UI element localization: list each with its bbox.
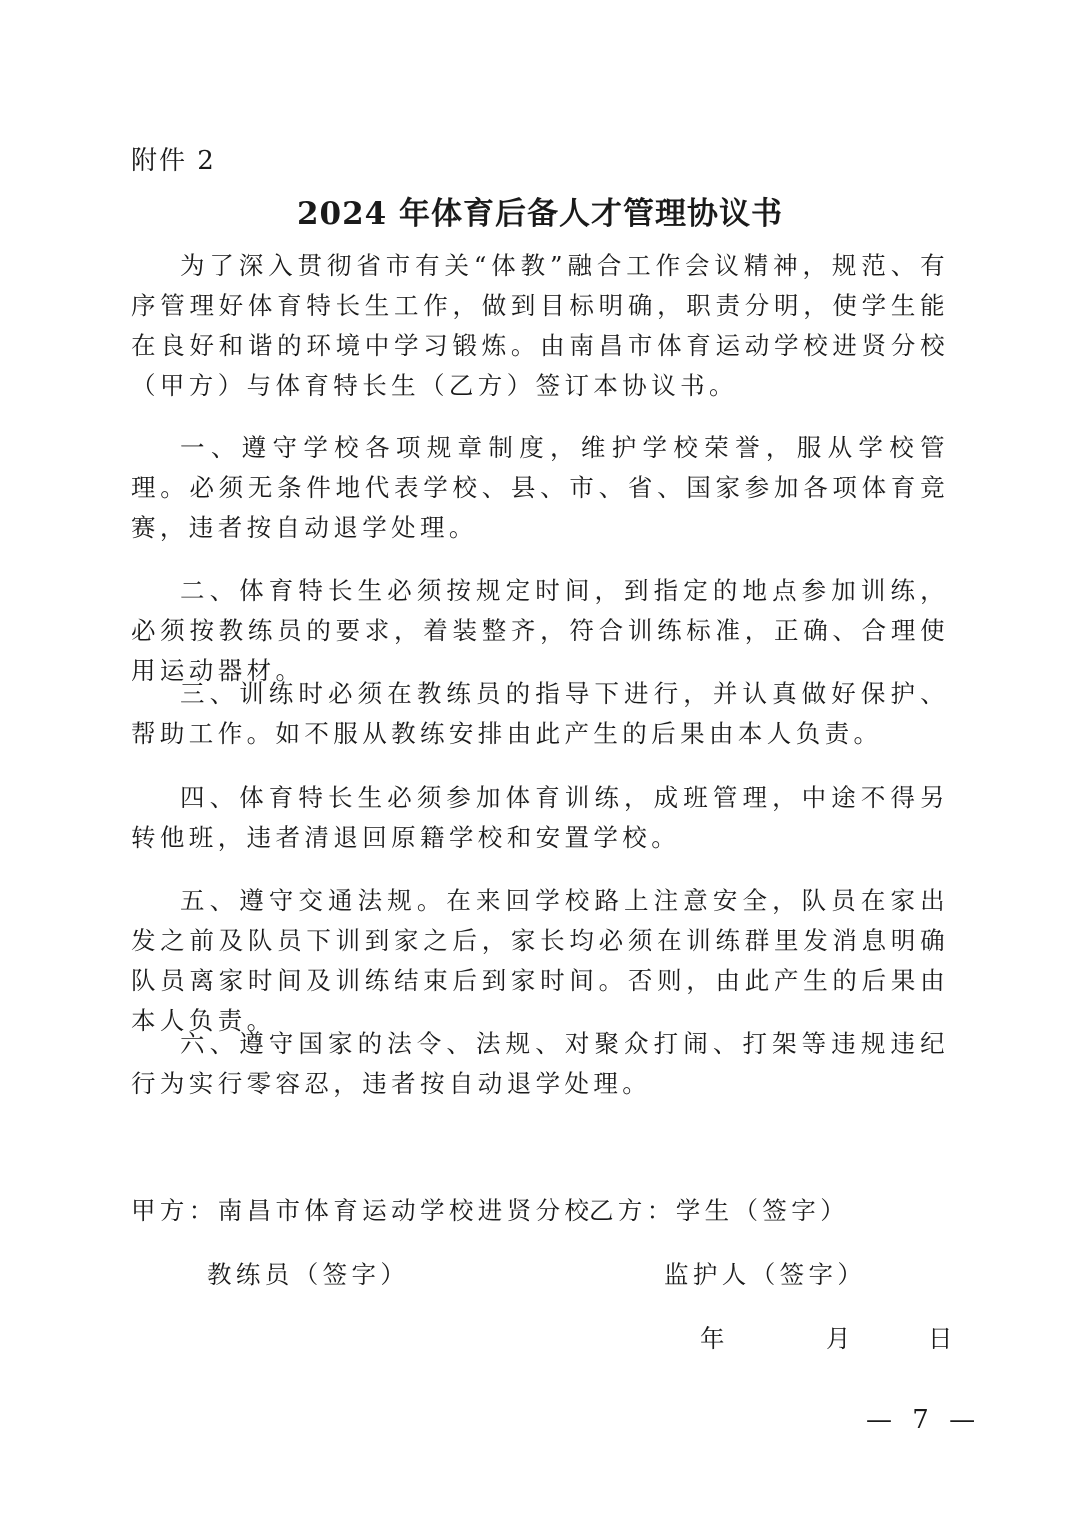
party-a-signature-line: 甲方：南昌市体育运动学校进贤分校 <box>131 1196 594 1225</box>
clause-text: 二、体育特长生必须按规定时间，到指定的地点参加训练，必须按教练员的要求，着装整齐，符合训练标准，正确、合理使用运动器材。 <box>131 576 949 685</box>
clause-5 <box>131 881 949 1041</box>
intro-text: 为了深入贯彻省市有关“体教”融合工作会议精神，规范、有序管理好体育特长生工作，做到目标明确，职责分明，使学生能在良好和谐的环境中学习锻炼。由南昌市体育运动学校进贤分校（甲方）与体育特长生（乙方）签订本协议书。 <box>131 251 949 400</box>
date-year-label: 年 <box>700 1324 729 1353</box>
date-month-label: 月 <box>826 1324 855 1353</box>
clause-text: 一、遵守学校各项规章制度，维护学校荣誉，服从学校管理。必须无条件地代表学校、县、市、省、国家参加各项体育竞赛，违者按自动退学处理。 <box>131 433 949 542</box>
clause-2 <box>131 571 949 691</box>
document-title: 2024 年体育后备人才管理协议书 <box>296 196 784 232</box>
clause-text: 四、体育特长生必须参加体育训练，成班管理，中途不得另转他班，违者清退回原籍学校和安置学校。 <box>131 783 949 852</box>
clause-text: 六、遵守国家的法令、法规、对聚众打闹、打架等违规违纪行为实行零容忍，违者按自动退学处理。 <box>131 1029 949 1098</box>
clause-4 <box>131 778 949 858</box>
page-number: — 7 — <box>866 1405 982 1435</box>
clause-text: 三、训练时必须在教练员的指导下进行，并认真做好保护、帮助工作。如不服从教练安排由此产生的后果由本人负责。 <box>131 679 949 748</box>
clause-3 <box>131 674 949 754</box>
clause-6 <box>131 1024 949 1104</box>
coach-signature-line: 教练员（签字） <box>207 1260 410 1289</box>
clause-text: 五、遵守交通法规。在来回学校路上注意安全，队员在家出发之前及队员下训到家之后，家长均必须在训练群里发消息明确队员离家时间及训练结束后到家时间。否则，由此产生的后果由本人负责。 <box>131 886 949 1035</box>
party-b-signature-line: 乙方：学生（签字） <box>589 1196 850 1225</box>
clause-1 <box>131 428 949 548</box>
date-day-label: 日 <box>928 1324 957 1353</box>
attachment-label: 附件 2 <box>131 146 216 176</box>
guardian-signature-line: 监护人（签字） <box>664 1260 867 1289</box>
intro-paragraph <box>131 246 949 406</box>
